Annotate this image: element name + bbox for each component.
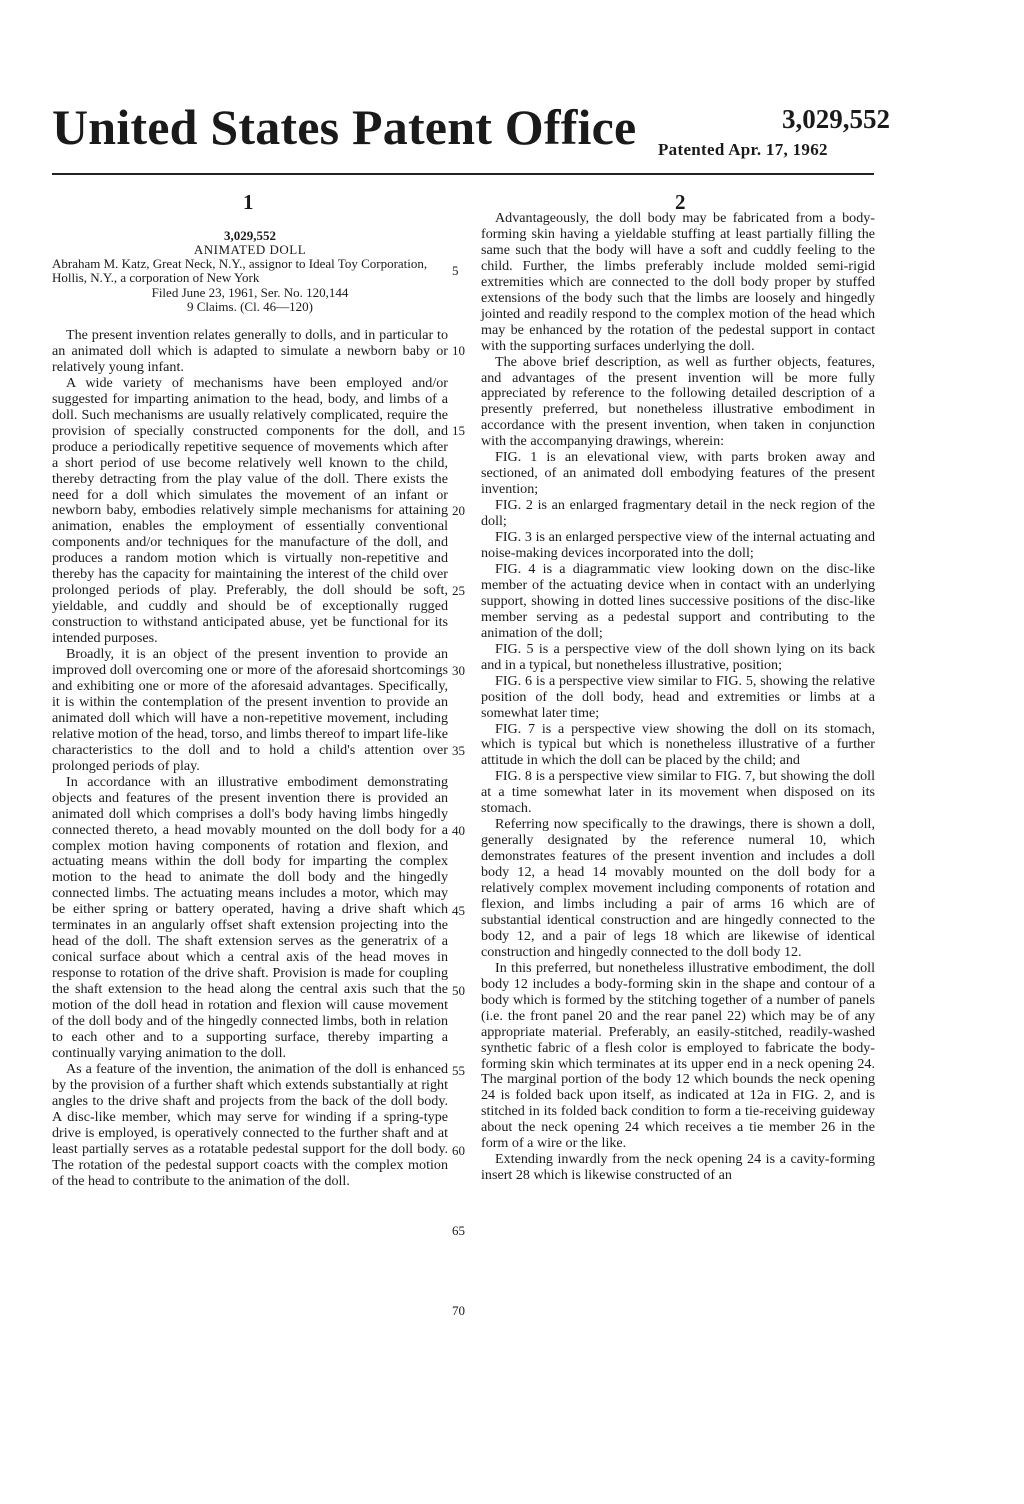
- line-number: 40: [452, 823, 465, 838]
- line-number: 20: [452, 503, 465, 518]
- figure-description: FIG. 5 is a perspective view of the doll shown lying on its back and in a typical, but nonetheless illustrative, position;: [481, 640, 875, 673]
- figure-description: FIG. 2 is an enlarged fragmentary detail in the neck region of the doll;: [481, 497, 875, 530]
- office-title: United States Patent Office: [52, 99, 637, 155]
- paragraph: The above brief description, as well as further objects, features, and advantages of the present invention will be more fully appreciated by reference to the following detailed description of a presently preferred, but nonetheless illustrative embodiment in accordance with the present invention, when taken in conjunction with the accompanying drawings, wherein:: [481, 353, 875, 450]
- figure-description: FIG. 7 is a perspective view showing the doll on its stomach, which is typical but which is nonetheless illustrative of a further attitude in which the doll can be placed by the child; and: [481, 720, 875, 769]
- paragraph: The present invention relates generally to dolls, and in particular to an animated doll which is adapted to simulate a newborn baby or relatively young infant.: [52, 327, 448, 375]
- line-number: 45: [452, 903, 465, 918]
- inventor-assignor: Abraham M. Katz, Great Neck, N.Y., assignor to Ideal Toy Corporation, Hollis, N.Y., a corporation of New York: [52, 256, 428, 285]
- paragraph: Extending inwardly from the neck opening 24 is a cavity-forming insert 28 which is likewise constructed of an: [481, 1151, 875, 1184]
- column-number-left: 1: [243, 190, 254, 214]
- line-number: 55: [452, 1063, 465, 1078]
- left-column: [52, 211, 448, 1189]
- figure-description: FIG. 4 is a diagrammatic view looking down on the disc-like member of the actuating device when in contact with an underlying support, showing in dotted lines successive positions of the disc-like member serving as a pedestal support and contributing to the animation of the doll;: [481, 560, 875, 641]
- claims-info: 9 Claims. (Cl. 46—120): [186, 299, 314, 314]
- invention-title: ANIMATED DOLL: [193, 242, 307, 257]
- line-number: 10: [452, 343, 465, 358]
- paragraph: Broadly, it is an object of the present invention to provide an improved doll overcoming one or more of the aforesaid shortcomings and exhibiting one or more of the aforesaid advantages. Specifically, it is within the contemplation of the present invention to provide an animated doll which will have a non-repetitive movement, including relative motion of the head, torso, and limbs thereof to impart life-like characteristics to the doll and to hold a child's attention over prolonged periods of play.: [52, 646, 448, 774]
- line-number: 50: [452, 983, 465, 998]
- line-number: 60: [452, 1143, 465, 1158]
- paragraph: In this preferred, but nonetheless illustrative embodiment, the doll body 12 includes a body-forming skin in the shape and contour of a body which is formed by the stitching together of a number of panels (i.e. the front panel 20 and the rear panel 22) which may be of any appropriate material. Preferably, an easily-stitched, readily-washed synthetic fabric of a flesh color is employed to fabricate the body-forming skin which terminates at its upper end in a neck opening 24. The marginal portion of the body 12 which bounds the neck opening 24 is folded back upon itself, as indicated at 12a in FIG. 2, and is stitched in its folded back condition to form a tie-receiving guideway about the neck opening 24 which receives a tie member 26 in the form of a wire or the like.: [481, 959, 875, 1152]
- figure-description: FIG. 1 is an elevational view, with parts broken away and sectioned, of an animated doll embodying features of the present invention;: [481, 449, 875, 498]
- paragraph: Referring now specifically to the drawings, there is shown a doll, generally designated by the reference numeral 10, which demonstrates features of the present invention and includes a doll body 12, a head 14 movably mounted on the doll body for a relatively complex movement including components of rotation and flexion, and limbs including a pair of arms 16 which are of substantial identical construction and are hingedly connected to the body 12, and a pair of legs 18 which are likewise of identical construction and hingedly connected to the doll body 12.: [481, 816, 875, 960]
- line-number: 65: [452, 1223, 465, 1238]
- filing-info: Filed June 23, 1961, Ser. No. 120,144: [151, 285, 349, 300]
- line-number: 35: [452, 743, 465, 758]
- patent-number: 3,029,552: [782, 104, 890, 134]
- paragraph: Advantageously, the doll body may be fabricated from a body-forming skin having a yieldable stuffing at least partially filling the same such that the body will have a soft and cuddly feeling to the child. Further, the limbs preferably include molded semi-rigid extremities which are connected to the doll body proper by stuffed extensions of the body such that the limbs are loosely and hingedly jointed and readily respond to the complex motion of the head which may be enhanced by the rotation of the pedestal support in contact with the supporting surfaces underlying the doll.: [481, 210, 875, 354]
- line-number: 5: [452, 263, 459, 278]
- paragraph: As a feature of the invention, the animation of the doll is enhanced by the provision of a further shaft which extends substantially at right angles to the drive shaft and projects from the back of the doll body. A disc-like member, which may serve for winding if a spring-type drive is employed, is operatively connected to the further shaft and at least partially serves as a rotatable pedestal support for the doll body. The rotation of the pedestal support coacts with the complex motion of the head to contribute to the animation of the doll.: [52, 1060, 448, 1189]
- column-number-right: 2: [675, 190, 686, 214]
- paragraph: In accordance with an illustrative embodiment demonstrating objects and features of the present invention there is provided an animated doll which comprises a doll's body having limbs hingedly connected thereto, a head movably mounted on the doll body for a complex motion having components of rotation and flexion, and actuating means within the doll body for imparting the complex motion to the head to animate the doll body and the hingedly connected limbs. The actuating means includes a motor, which may be either spring or battery operated, having a drive shaft which terminates in an angularly offset shaft extension projecting into the head of the doll. The shaft extension serves as the generatrix of a conical surface about which a central axis of the head moves in response to rotation of the drive shaft. Provision is made for coupling the shaft extension to the head along the central axis such that the motion of the doll head in rotation and flexion will cause movement of the doll body and of the hingedly connected limbs, both in relation to each other and to a supporting surface, thereby imparting a continually varying animation to the doll.: [52, 773, 448, 1061]
- patented-date: Patented Apr. 17, 1962: [658, 140, 828, 159]
- header-rule: [52, 173, 874, 175]
- figure-description: FIG. 8 is a perspective view similar to FIG. 7, but showing the doll at a time somewhat later in its movement when disposed on its stomach.: [481, 768, 875, 817]
- line-number: 70: [452, 1303, 465, 1318]
- line-number: 25: [452, 583, 465, 598]
- paragraph: A wide variety of mechanisms have been employed and/or suggested for imparting animation to the head, body, and limbs of a doll. Such mechanisms are usually relatively complicated, require the provision of specially constructed components for the doll, and produce a periodically repetitive sequence of movements which after a short period of use become relatively well known to the child, thereby detracting from the play value of the doll. There exists the need for a doll which simulates the movement of an infant or newborn baby, embodies relatively simple mechanisms for attaining animation, enables the employment of essentially conventional components and/or techniques for the manufacture of the doll, and produces a random motion which is virtually non-repetitive and thereby has the capacity for maintaining the interest of the child over prolonged periods of play. Preferably, the doll should be soft, yieldable, and cuddly and should be of exceptionally rugged construction to withstand anticipated abuse, yet be functional for its intended purposes.: [52, 374, 448, 647]
- patent-heading: [52, 229, 448, 314]
- line-number: 30: [452, 663, 465, 678]
- heading-patent-number: 3,029,552: [224, 228, 276, 243]
- line-number: 15: [452, 423, 465, 438]
- figure-description: FIG. 3 is an enlarged perspective view of the internal actuating and noise-making devices incorporated into the doll;: [481, 529, 875, 562]
- right-column: [481, 211, 875, 1184]
- figure-description: FIG. 6 is a perspective view similar to FIG. 5, showing the relative position of the doll body, head and extremities or limbs at a somewhat later time;: [481, 672, 875, 721]
